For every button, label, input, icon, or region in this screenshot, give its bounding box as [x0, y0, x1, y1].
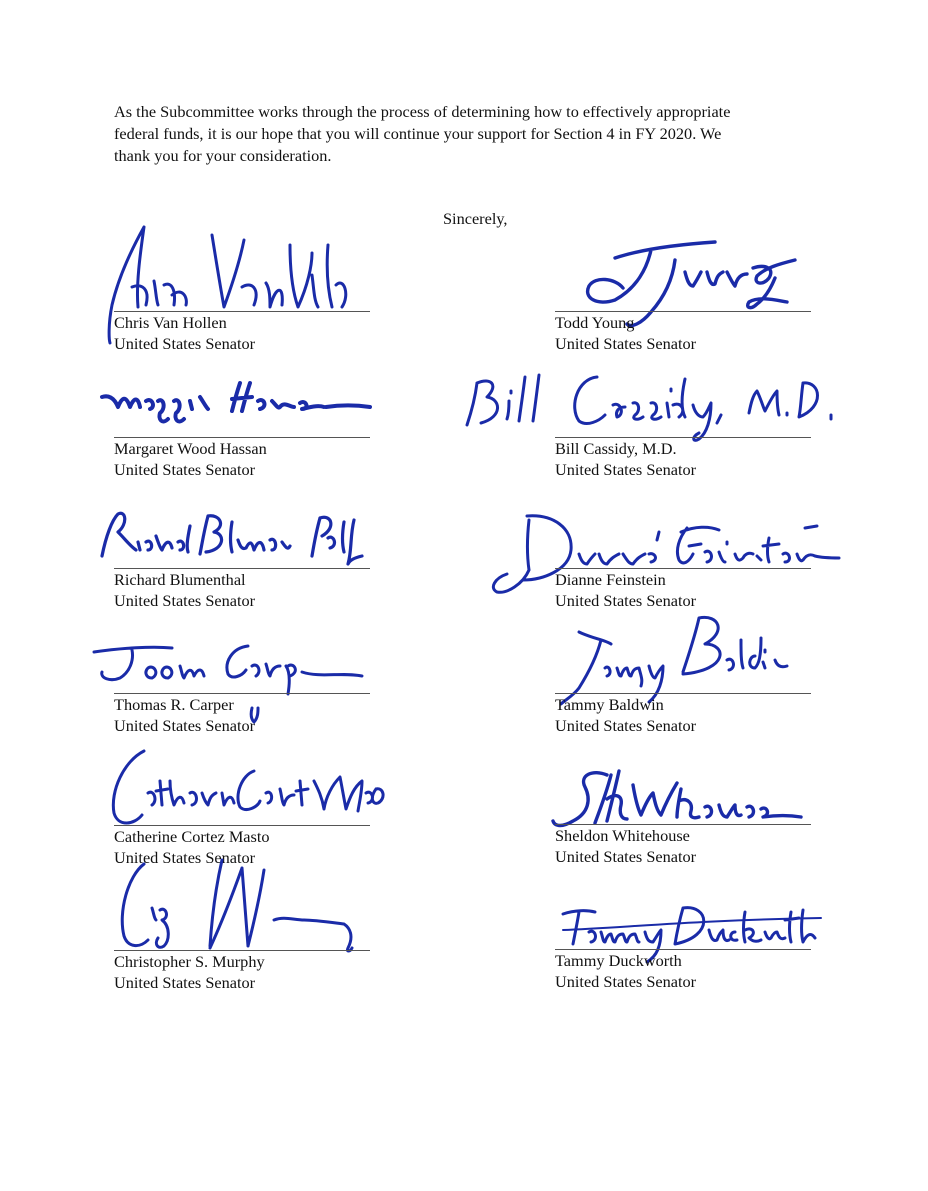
signatory-title: United States Senator [555, 591, 697, 610]
signature-rule [555, 824, 811, 825]
signature-block [114, 860, 374, 1010]
signatory-name: Tammy Baldwin [555, 695, 664, 714]
signature-rule [114, 568, 370, 569]
signatory-name: Christopher S. Murphy [114, 952, 265, 971]
signature-block [555, 860, 815, 1010]
signature-rule [114, 950, 370, 951]
signatory-name: Thomas R. Carper [114, 695, 234, 714]
signature-rule [555, 949, 811, 950]
signature-block [114, 347, 374, 497]
signature-rule [114, 437, 370, 438]
signatory-name: Margaret Wood Hassan [114, 439, 267, 458]
signatory-name: Dianne Feinstein [555, 570, 666, 589]
signatory-title: United States Senator [555, 716, 697, 735]
closing-salutation: Sincerely, [443, 209, 508, 228]
signatory-name: Richard Blumenthal [114, 570, 246, 589]
signatory-title: United States Senator [114, 334, 256, 353]
signature-rule [114, 311, 370, 312]
signature-block [555, 604, 815, 754]
signature-rule [114, 825, 370, 826]
signature-rule [555, 568, 811, 569]
signature-rule [555, 693, 811, 694]
signatory-title: United States Senator [555, 460, 697, 479]
signature-block [555, 347, 815, 497]
signatory-title: United States Senator [114, 973, 256, 992]
signatory-name: Todd Young [555, 313, 635, 332]
signature-rule [555, 311, 811, 312]
signatory-title: United States Senator [114, 460, 256, 479]
letter-paragraph [114, 101, 834, 167]
signatory-name: Bill Cassidy, M.D. [555, 439, 677, 458]
signatory-name: Sheldon Whitehouse [555, 826, 690, 845]
signatory-title: United States Senator [555, 334, 697, 353]
handwritten-signature [92, 506, 392, 576]
signature-rule [555, 437, 811, 438]
handwritten-signature [100, 367, 380, 437]
signatory-name: Catherine Cortez Masto [114, 827, 270, 846]
signatory-name: Chris Van Hollen [114, 313, 227, 332]
signatory-name: Tammy Duckworth [555, 951, 682, 970]
signature-block [114, 604, 374, 754]
signatory-title: United States Senator [114, 716, 256, 735]
paragraph-line: federal funds, it is our hope that you will continue your support for Section 4 in FY 2020. We [114, 124, 722, 143]
paragraph-line: thank you for your consideration. [114, 146, 332, 165]
paragraph-line: As the Subcommittee works through the process of determining how to effectively appropriate [114, 102, 731, 121]
signature-rule [114, 693, 370, 694]
signatory-title: United States Senator [555, 972, 697, 991]
signatory-title: United States Senator [555, 847, 697, 866]
signatory-title: United States Senator [114, 848, 256, 867]
signatory-title: United States Senator [114, 591, 256, 610]
